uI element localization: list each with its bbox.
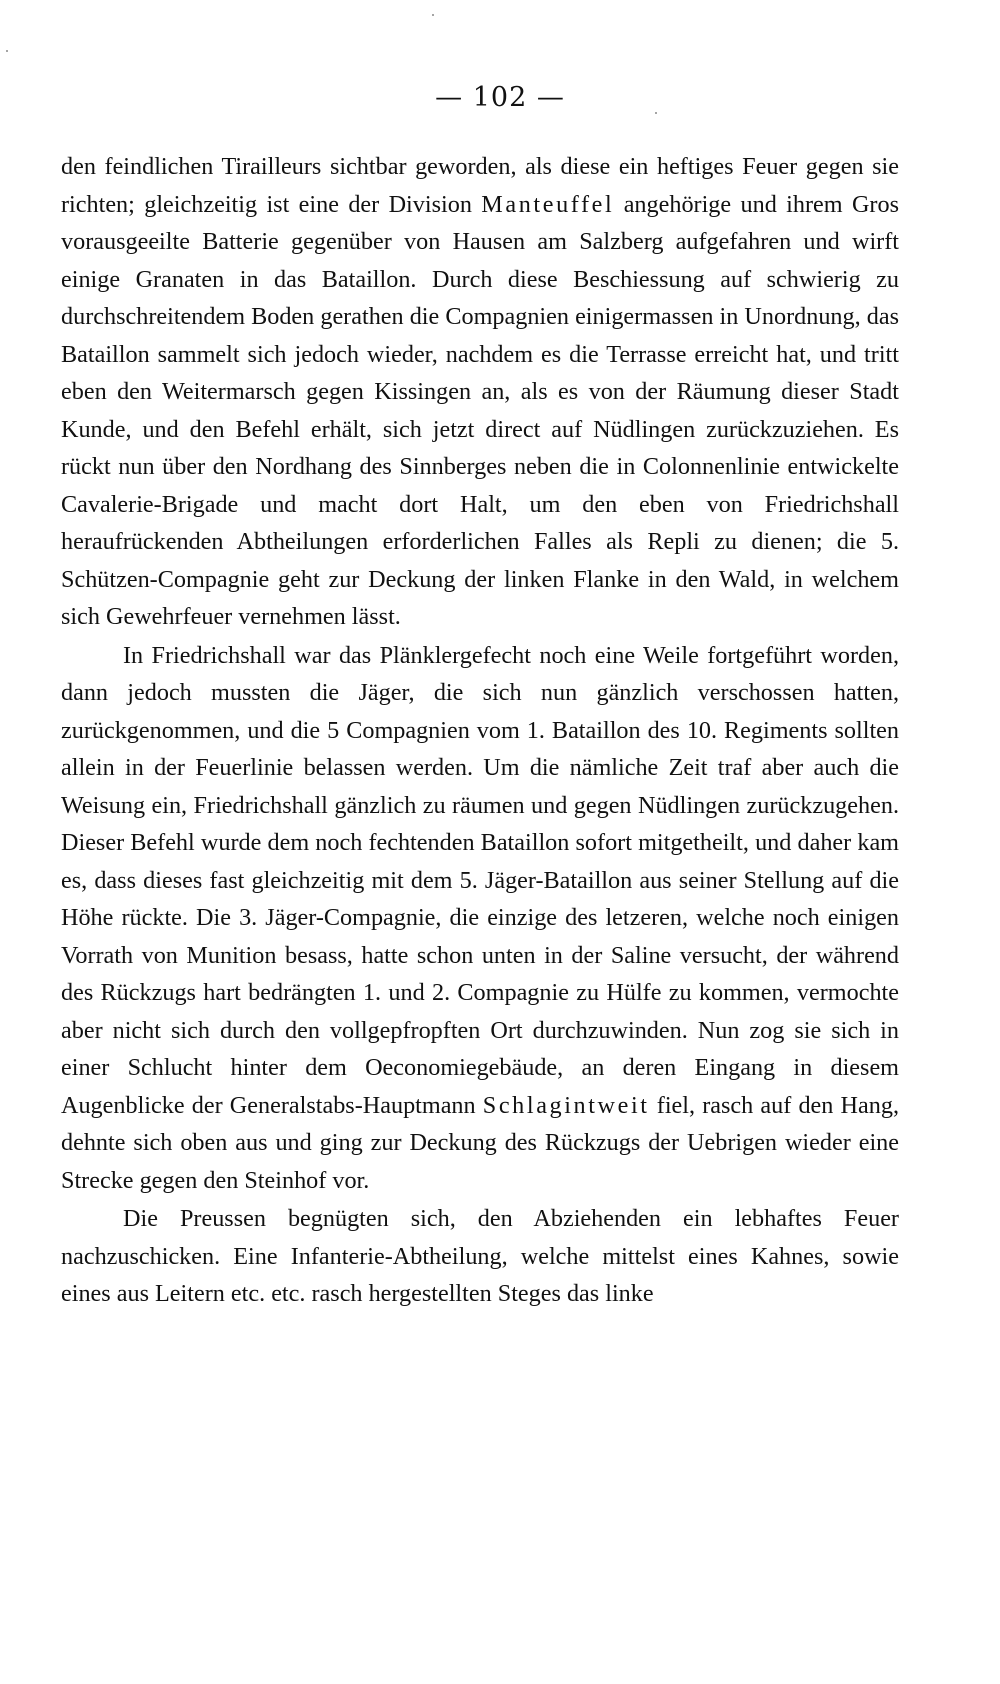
text-run: Die Preussen begnügten sich, den Abziehenden ein lebhaftes Feuer nachzuschicken. Eine Infanterie-Abtheilung, welche mittelst eines Kahnes, sowie eines aus Leitern etc. etc. rasch hergestellten Steges das linke: [61, 1205, 899, 1307]
person-name-spaced: Schlagintweit: [482, 1091, 650, 1119]
paragraph-2: [61, 637, 899, 1200]
paragraph-3: [61, 1200, 899, 1313]
text-run: In Friedrichshall war das Plänklergefecht noch eine Weile fortgeführt worden, dann jedoch mussten die Jäger, die sich nun gänzlich verschossen hatten, zurückgenommen, und die 5 Compagnien vom 1. Bataillon des 10. Regiments sollten allein in der Feuerlinie belassen werden. Um die nämliche Zeit traf aber auch die Weisung ein, Friedrichshall gänzlich zu räumen und gegen Nüdlingen zurückzugehen. Dieser Befehl wurde dem noch fechtenden Bataillon sofort mitgetheilt, und daher kam es, dass dieses fast gleichzeitig mit dem 5. Jäger-Bataillon aus seiner Stellung auf die Höhe rückte. Die 3. Jäger-Compagnie, die einzige des letzeren, welche noch einigen Vorrath von Munition besass, hatte schon unten in der Saline versucht, der während des Rückzugs hart bedrängten 1. und 2. Compagnie zu Hülfe zu kommen, vermochte aber nicht sich durch den vollgepfropften Ort durchzuwinden. Nun zog sie sich in einer Schlucht hinter dem Oeconomiegebäude, an deren Eingang in diesem Augenblicke der Generalstabs-Hauptmann: [61, 641, 899, 1119]
text-run: fiel, rasch auf den Hang, dehnte sich oben aus und ging zur Deckung des Rückzugs der Uebrigen wieder eine Strecke gegen den Steinhof vor.: [61, 1091, 899, 1194]
person-name-spaced: Manteuffel: [481, 190, 615, 218]
body-text: [61, 148, 899, 1313]
text-run: angehörige und ihrem Gros vorausgeeilte Batterie gegenüber von Hausen am Salzberg aufgefahren und wirft einige Granaten in das Bataillon. Durch diese Beschiessung auf schwierig zu durchschreitendem Boden gerathen die Compagnien einigermassen in Unordnung, das Bataillon sammelt sich jedoch wieder, nachdem es die Terrasse erreicht hat, und tritt eben den Weitermarsch gegen Kissingen an, als es von der Räumung dieser Stadt Kunde, und den Befehl erhält, sich jetzt direct auf Nüdlingen zurückzuziehen. Es rückt nun über den Nordhang des Sinnberges neben die in Colonnenlinie entwickelte Cavalerie-Brigade und macht dort Halt, um den eben von Friedrichshall heraufrückenden Abtheilungen erforderlichen Falles als Repli zu dienen; die 5. Schützen-Compagnie geht zur Deckung der linken Flanke in den Wald, in welchem sich Gewehrfeuer vernehmen lässt.: [61, 190, 899, 630]
text-run: den feindlichen Tirailleurs sichtbar geworden, als diese ein heftiges Feuer gegen sie richten; gleichzeitig ist eine der Division: [61, 153, 899, 218]
paragraph-1: [61, 148, 899, 636]
paper-speck: [432, 14, 434, 16]
page-number: — 102 —: [435, 82, 565, 113]
paper-speck: [6, 50, 8, 52]
